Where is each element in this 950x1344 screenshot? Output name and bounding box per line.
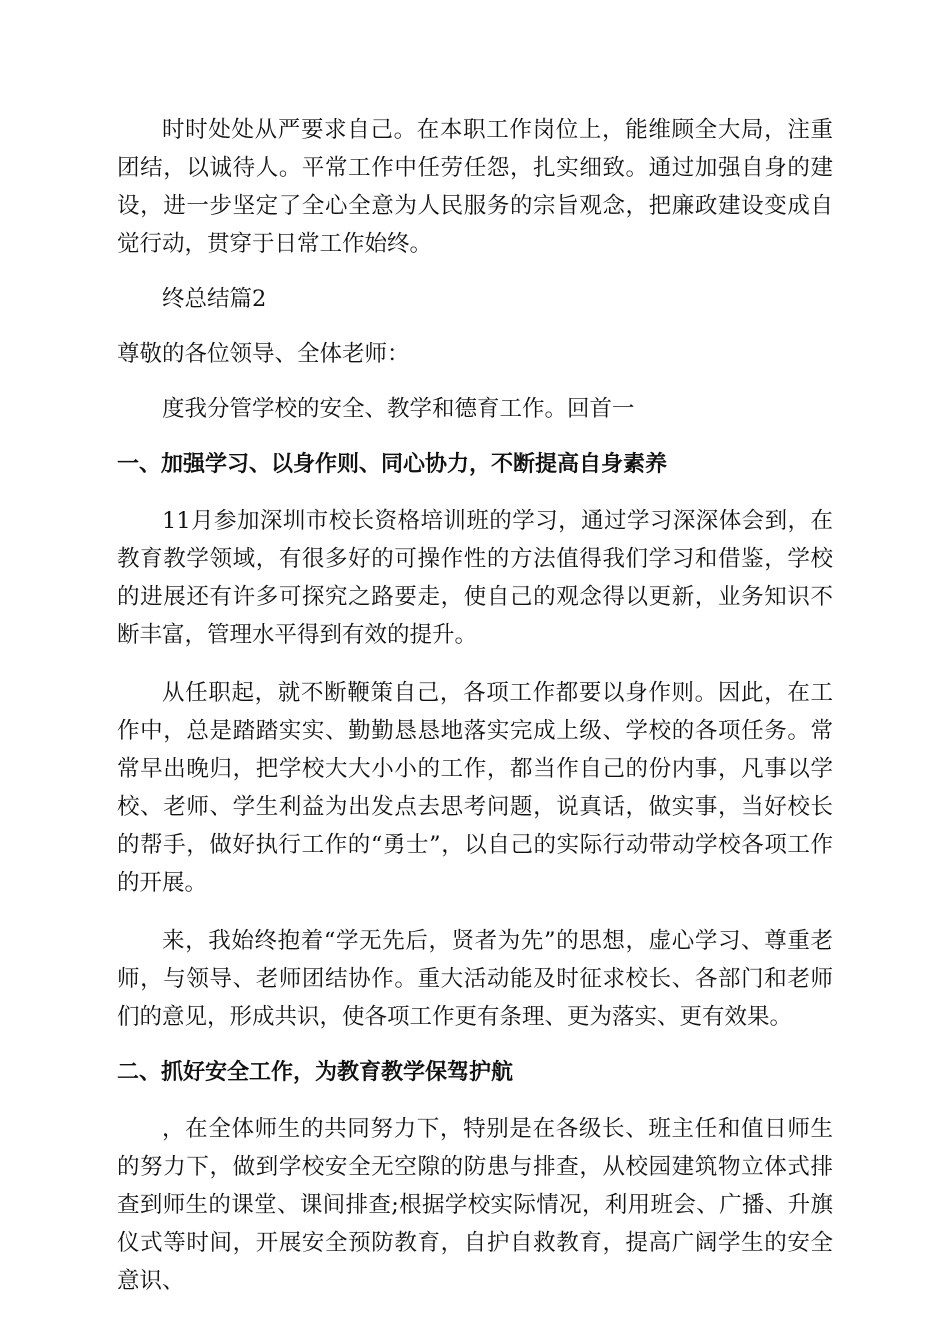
paragraph-self-discipline: 时时处处从严要求自己。在本职工作岗位上，能维顾全大局，注重团结，以诚待人。平常工作中任劳任怨，扎实细致。通过加强自身的建设，进一步坚定了全心全意为人民服务的宗旨观念，把廉政建设变成自觉行动，贯穿于日常工作始终。 <box>117 117 833 257</box>
paragraph-cooperation: 来，我始终抱着“学无先后，贤者为先”的思想，虚心学习、尊重老师，与领导、老师团结协作。重大活动能及时征求校长、各部门和老师们的意见，形成共识，使各项工作更有条理、更为落实、更有效果。 <box>117 928 833 1030</box>
heading-learning: 一、加强学习、以身作则、同心协力，不断提高自身素养 <box>117 452 668 477</box>
paragraph-training: 11月参加深圳市校长资格培训班的学习，通过学习深深体会到，在教育教学领域，有很多好的可操作性的方法值得我们学习和借鉴，学校的进展还有许多可探究之路要走，使自己的观念得以更新，业务知识不断丰富，管理水平得到有效的提升。 <box>117 508 833 648</box>
document-body <box>117 111 833 1300</box>
heading-safety: 二、抓好安全工作，为教育教学保驾护航 <box>117 1060 514 1085</box>
section-title-part-2: 终总结篇2 <box>162 286 267 312</box>
paragraph-intro: 度我分管学校的安全、教学和德育工作。回首一 <box>162 396 635 422</box>
paragraph-leading-by-example: 从任职起，就不断鞭策自己，各项工作都要以身作则。因此，在工作中，总是踏踏实实、勤勤恳恳地落实完成上级、学校的各项任务。常常早出晚归，把学校大大小小的工作，都当作自己的份内事，凡事以学校、老师、学生利益为出发点去思考问题，说真话，做实事，当好校长的帮手，做好执行工作的“勇士”，以自己的实际行动带动学校各项工作的开展。 <box>117 680 833 896</box>
paragraph-safety-work: ，在全体师生的共同努力下，特别是在各级长、班主任和值日师生的努力下，做到学校安全无空隙的防患与排查，从校园建筑物立体式排查到师生的课堂、课间排查;根据学校实际情况，利用班会、广播、升旗仪式等时间，开展安全预防教育，自护自救教育，提高广阔学生的安全意识、 <box>117 1116 833 1294</box>
salutation: 尊敬的各位领导、全体老师： <box>117 341 410 367</box>
